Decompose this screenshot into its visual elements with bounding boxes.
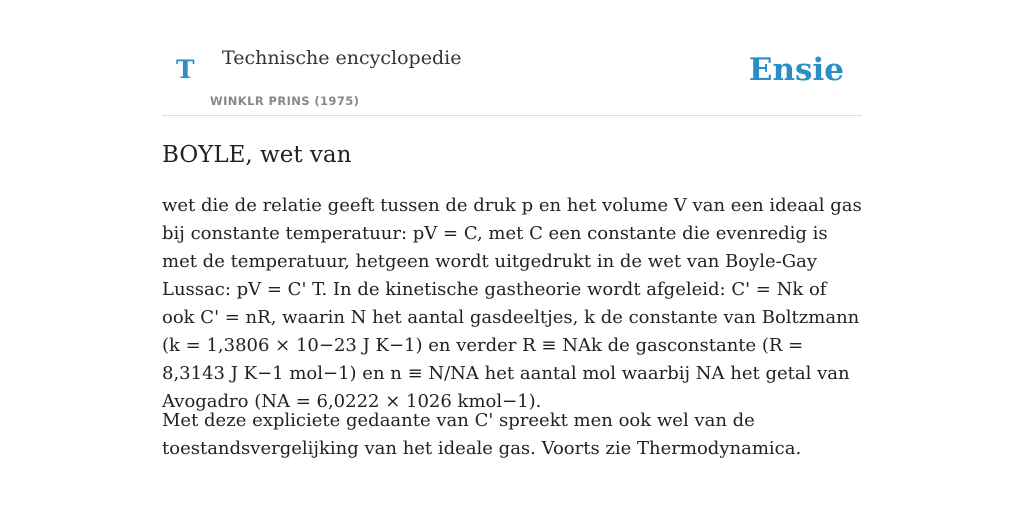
page-container [162, 0, 862, 459]
encyclopedia-logo[interactable]: T [176, 55, 195, 84]
encyclopedia-title[interactable]: Technische encyclopedie [222, 47, 462, 69]
entry-paragraph: Met deze expliciete gedaante van C' spreekt men ook wel van de toestandsvergelijking van het ideale gas. Voorts zie Thermodynamica. [162, 410, 802, 459]
entry-paragraph: wet die de relatie geeft tussen de druk p en het volume V van een ideaal gas bij constante temperatuur: pV = C, met C een constante die evenredig is met de temperatuur, hetgeen wordt uitgedrukt in de wet van Boyle-Gay Lussac: pV = C' T. In de kinetische gastheorie wordt afgeleid: C' = Nk of ook C' = nR, waarin N het aantal gasdeeltjes, k de constante van Boltzmann (k = 1,3806 × 10−23 J K−1) en verder R ≡ NAk de gasconstante (R = 8,3143 J K−1 mol−1) en n ≡ N/NA het aantal mol waarbij NA het getal van Avogadro (NA = 6,0222 × 1026 kmol−1). [162, 195, 862, 412]
encyclopedia-header [162, 0, 862, 116]
entry-title: BOYLE, wet van [162, 142, 352, 168]
encyclopedia-subtitle: WINKLR PRINS (1975) [210, 94, 360, 108]
ensie-logo-link[interactable]: Ensie [748, 52, 844, 88]
